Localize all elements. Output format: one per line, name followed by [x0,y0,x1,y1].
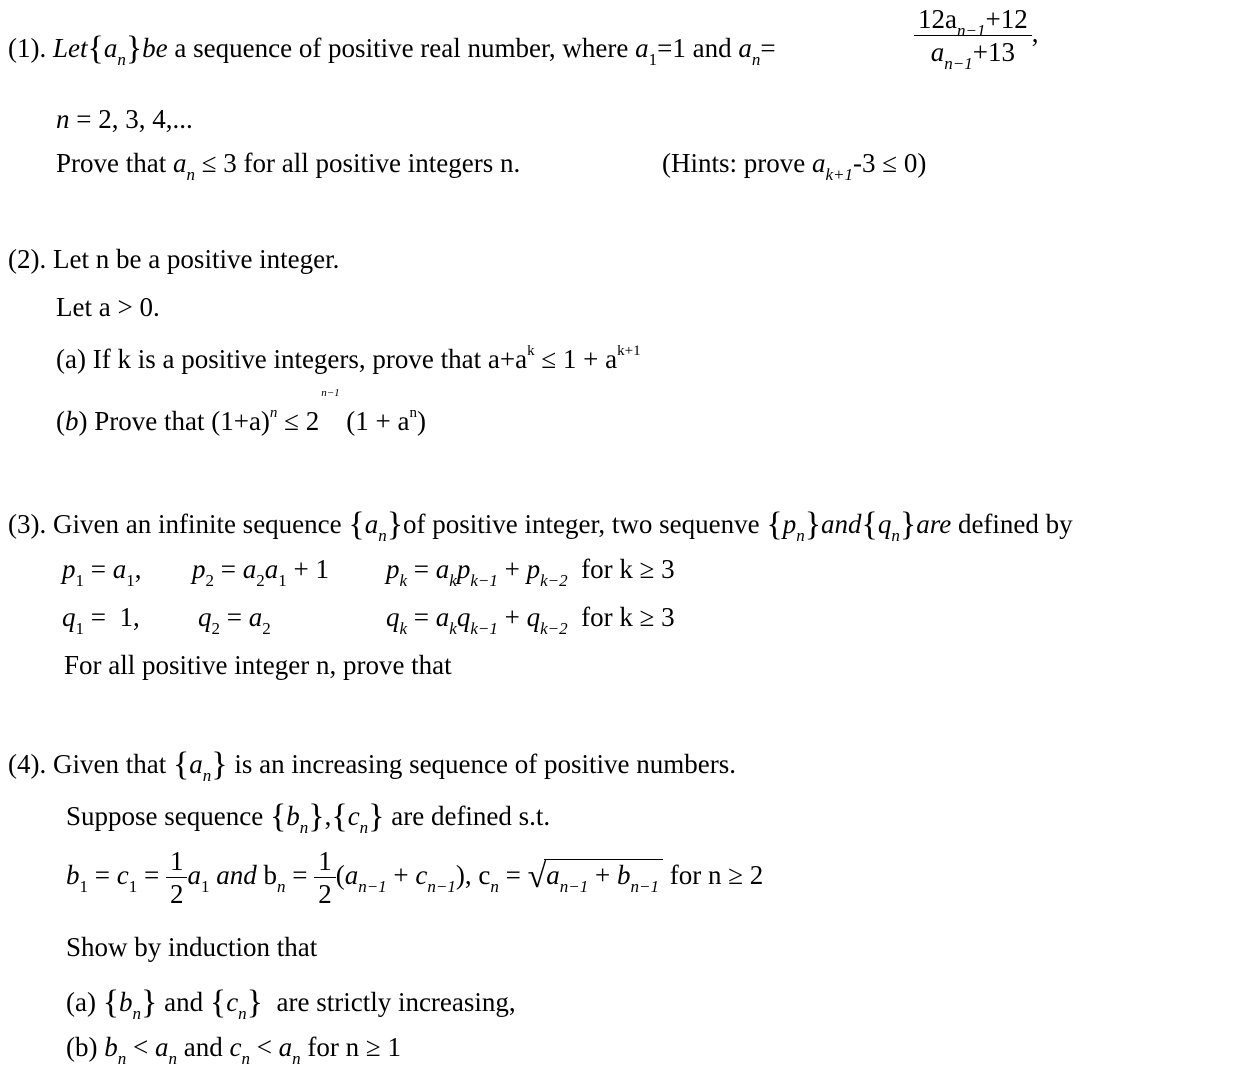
brace-open: { [87,30,104,67]
problem-3-line-1: (3). Given an infinite sequence $\{a_n\}of$ positive integer, two sequenve $\{p_n\}and\{q_n\}are$ defined by [8,506,1073,545]
problem-4-part-b: (b) $b_n < a_n$ and $c_n < a_n$ for n ≥ 1 [66,1032,401,1068]
problem-2-part-a: (a) If k is a positive integers, prove that $a+a^k \le 1 + a^{k+1}$ [56,343,641,374]
problem-4-line-1: (4). Given that $\{a_n\}$ is an increasing sequence of positive numbers. [8,746,736,785]
problem-4-show: Show by induction that [66,932,318,962]
problem-4-part-a: (a) $\{b_n\}$ and $\{c_n\}$ are strictly increasing, [66,984,516,1023]
problem-2-line-1: (2). Let n be a positive integer. [8,244,340,274]
a1-condition: =1 and [657,33,732,63]
problem-3-closing: For all positive integer n, prove that [64,650,452,680]
fraction-denominator: $a_{n-1}+13$ [930,37,1015,73]
problem-2-part-b: (b) Prove that $(1+a)^n \le 2$ n−1 $(1 + a^n)$ [56,387,426,436]
recurrence-fraction: $\frac{12a_{n-1}+12}{a_{n-1}+13}$ , [914,6,1038,66]
p-definitions: $p_1 = a_1$, [62,554,142,590]
problem-1-label: (1). [8,33,47,63]
problem-1-hint: (Hints: prove $a_{k+1}-3 \le 0$) [662,148,927,184]
problem-4-definitions: $b_1 = c_1$ = $\frac{1}{2}$ $a_1$ and $b_n$ = $\frac{1}{2}$ $(a_{n-1} + c_{n-1})$, $c_n = √a_{n-1} + b_{n-1}$ for n ≥ 2 [66,846,764,909]
n-range: n = 2, 3, 4,... [56,104,193,134]
q-definitions: $q_1 = 1$, [62,602,140,638]
problem-1-line-1: (1). $Let\{a_n\}be$ a sequence of positive real number, where $a_1=1$ and $a_n=$ [8,30,776,69]
qk-recurrence: $q_k = a_kq_{k-1} + q_{k-2}$ for k ≥ 3 [386,602,675,638]
p2-definition: $p_2 = a_2a_1 + 1$ [192,554,329,590]
problem-2-line-2: Let a > 0. [56,292,160,322]
be-word: be [142,33,168,63]
fraction-numerator: $12a_{n-1}+12$ [914,6,1032,36]
problem-1-intro: a sequence of positive real number, where [174,33,629,63]
pk-recurrence: $p_k = a_kp_{k-1} + p_{k-2}$ for k ≥ 3 [386,554,675,590]
problem-1-prove: Prove that $a_n \le 3$ for all positive integers n. [56,148,521,184]
problem-4-suppose: Suppose sequence $\{b_n\},\{c_n\}$ are defined s.t. [66,798,551,837]
let-word: Let [52,33,88,63]
q2-definition: $q_2 = a_2$ [198,602,271,638]
